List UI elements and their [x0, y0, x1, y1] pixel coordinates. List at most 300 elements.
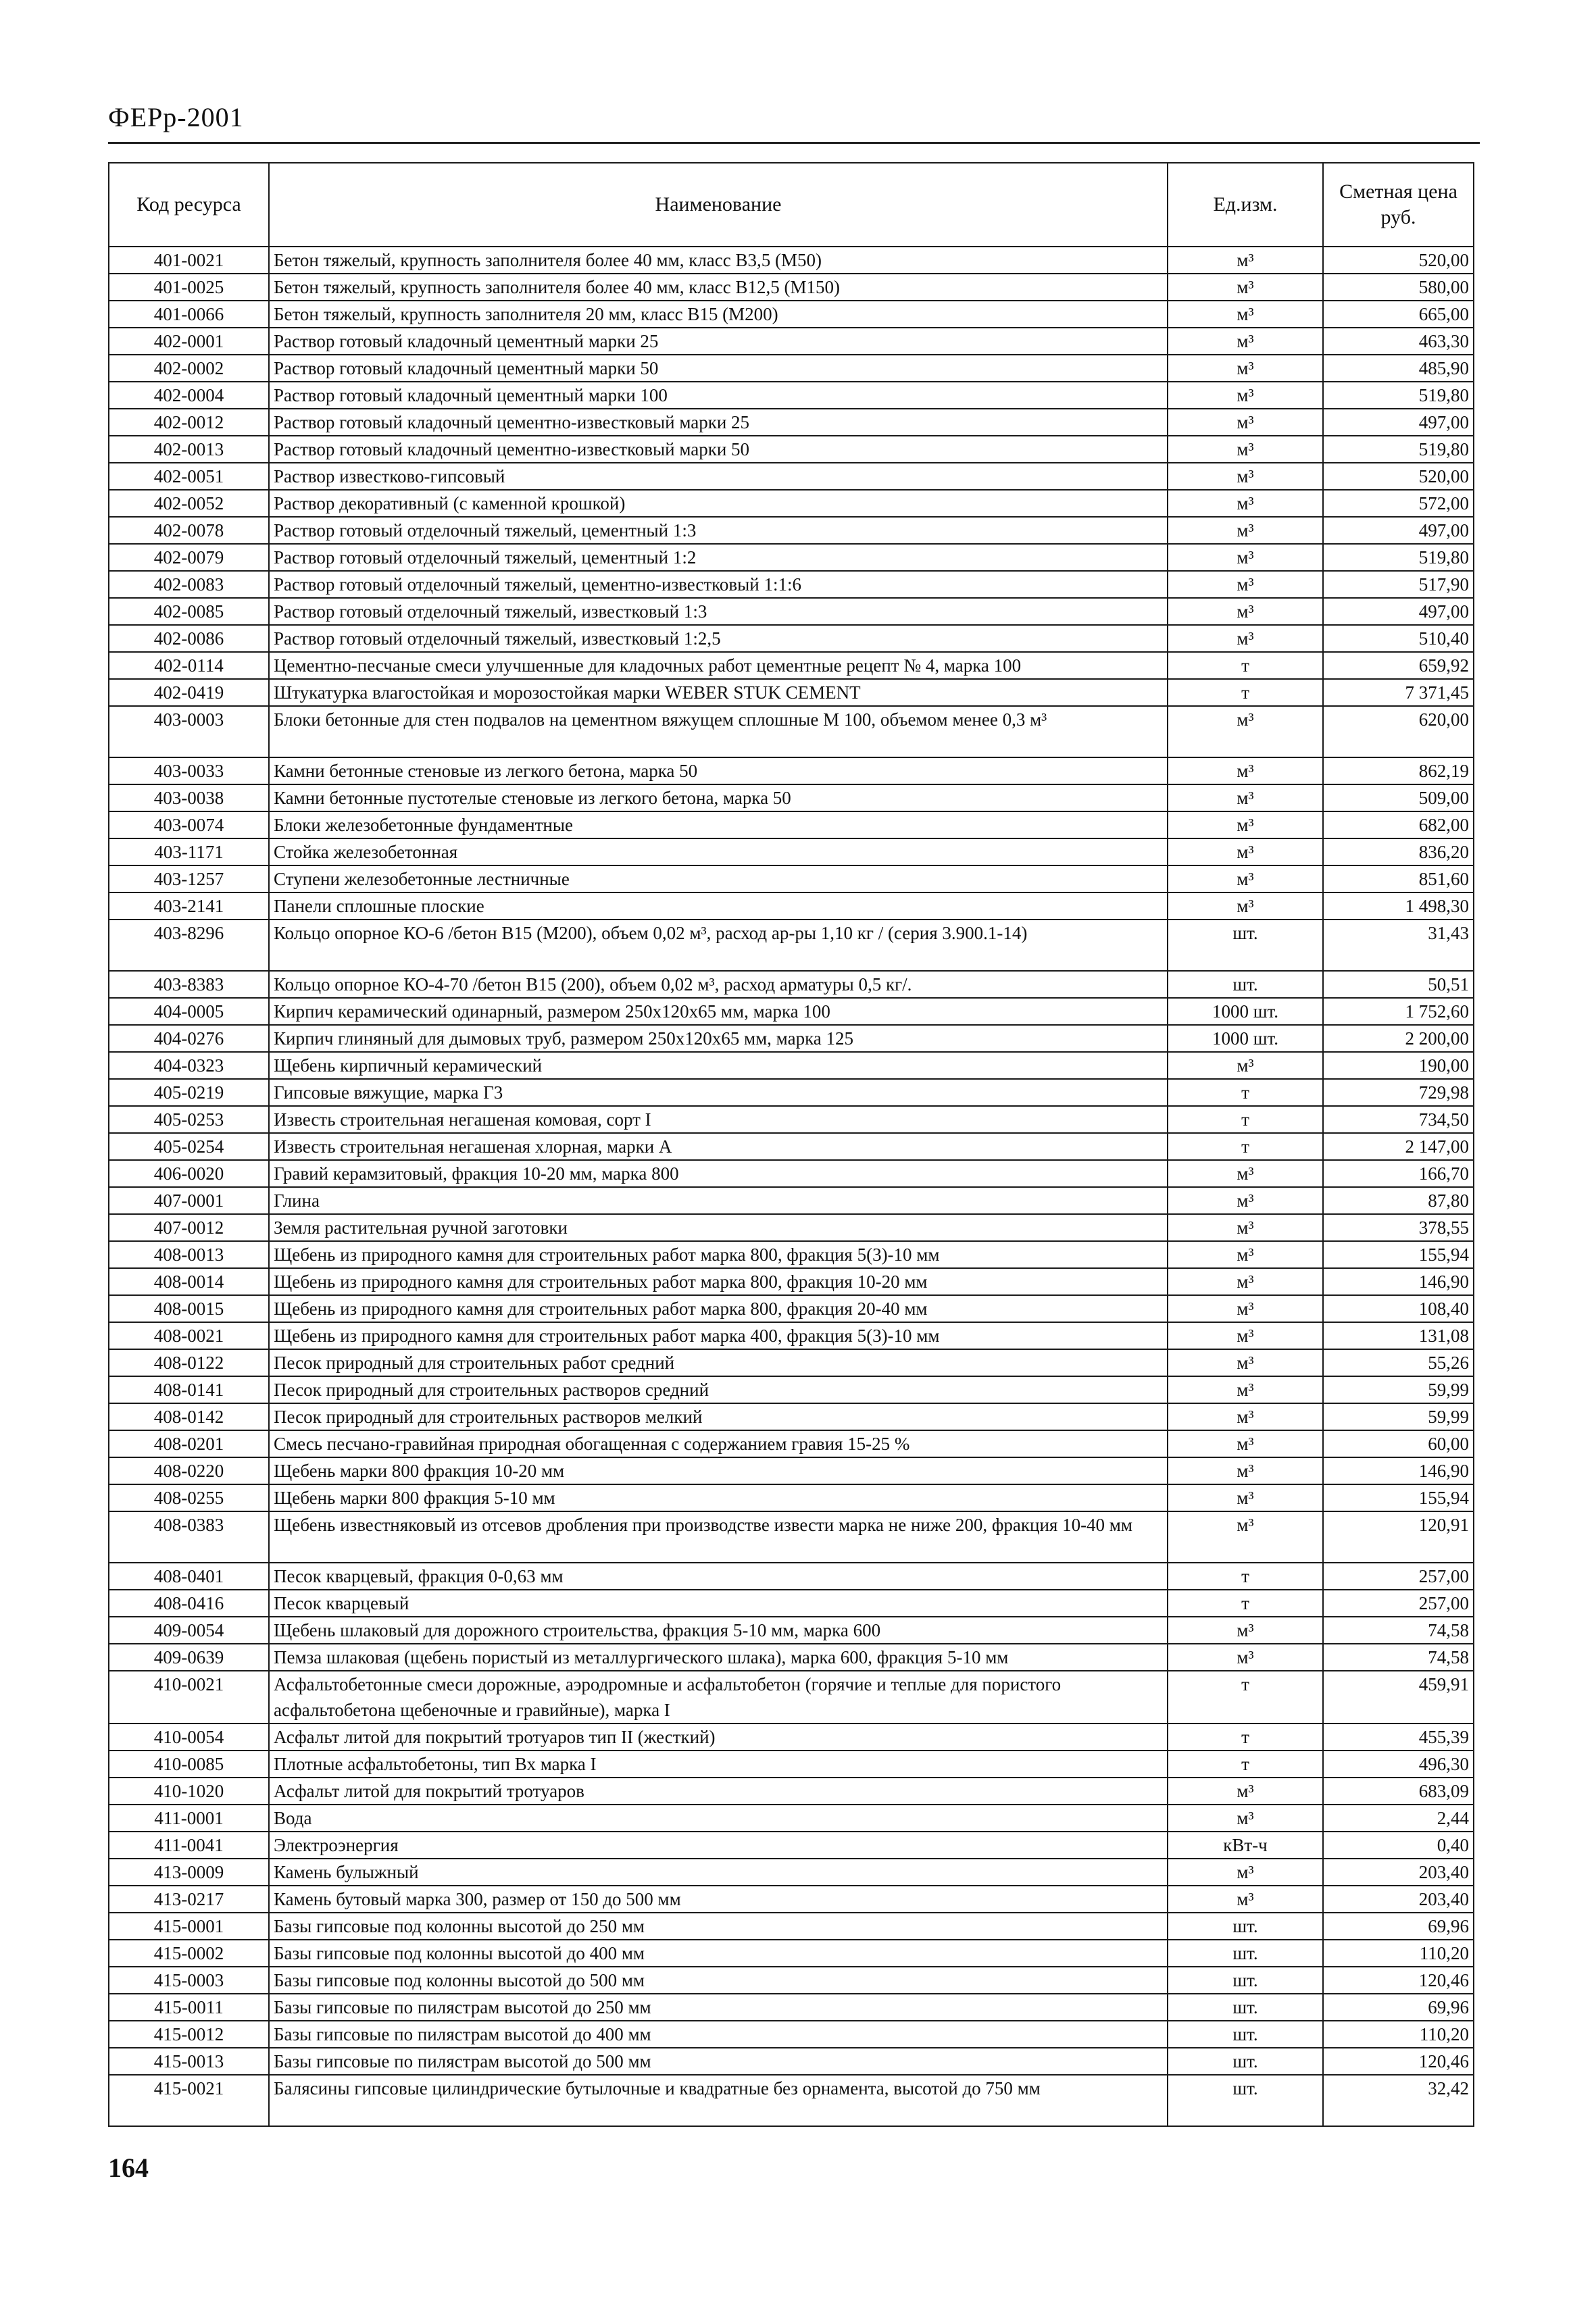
table-row — [109, 2021, 1474, 2048]
unit-cell: м³ — [1168, 1349, 1323, 1376]
resource-code-cell: 403-0033 — [109, 757, 269, 784]
table-row — [109, 1832, 1474, 1859]
column-header-unit: Ед.изм. — [1168, 163, 1323, 247]
unit-cell: м³ — [1168, 1295, 1323, 1322]
price-cell: 257,00 — [1323, 1590, 1474, 1617]
table-body — [109, 247, 1474, 2126]
resource-name-cell: Щебень из природного камня для строительных работ марка 800, фракция 5(3)-10 мм — [269, 1241, 1168, 1268]
table-row — [109, 1511, 1474, 1563]
unit-cell: т — [1168, 679, 1323, 706]
resource-code-cell: 402-0078 — [109, 517, 269, 544]
unit-cell: т — [1168, 1590, 1323, 1617]
unit-cell: м³ — [1168, 355, 1323, 382]
resource-code-cell: 409-0639 — [109, 1644, 269, 1671]
unit-cell: м³ — [1168, 811, 1323, 838]
resource-name-cell: Раствор готовый кладочный цементный марки 100 — [269, 382, 1168, 409]
price-cell: 862,19 — [1323, 757, 1474, 784]
unit-cell: м³ — [1168, 463, 1323, 490]
resource-name-cell: Щебень шлаковый для дорожного строительства, фракция 5-10 мм, марка 600 — [269, 1617, 1168, 1644]
resource-code-cell: 410-0054 — [109, 1724, 269, 1751]
resource-name-cell: Раствор готовый отделочный тяжелый, известковый 1:3 — [269, 598, 1168, 625]
resource-code-cell: 405-0219 — [109, 1079, 269, 1106]
resource-name-cell: Щебень известняковый из отсевов дробления при производстве извести марка не ниже 200, фракция 10-40 мм — [269, 1511, 1168, 1563]
resource-name-cell: Базы гипсовые под колонны высотой до 250 мм — [269, 1913, 1168, 1940]
price-cell: 50,51 — [1323, 971, 1474, 998]
resource-code-cell: 415-0001 — [109, 1913, 269, 1940]
unit-cell: м³ — [1168, 571, 1323, 598]
price-cell: 620,00 — [1323, 706, 1474, 757]
table-row — [109, 1778, 1474, 1805]
resource-name-cell: Раствор готовый отделочный тяжелый, цементный 1:2 — [269, 544, 1168, 571]
price-cell: 31,43 — [1323, 920, 1474, 971]
price-cell: 59,99 — [1323, 1376, 1474, 1403]
unit-cell: м³ — [1168, 1322, 1323, 1349]
price-cell: 683,09 — [1323, 1778, 1474, 1805]
resource-code-cell: 402-0079 — [109, 544, 269, 571]
resource-code-cell: 401-0021 — [109, 247, 269, 274]
resource-name-cell: Песок природный для строительных растворов мелкий — [269, 1403, 1168, 1430]
resource-name-cell: Ступени железобетонные лестничные — [269, 865, 1168, 892]
unit-cell: м³ — [1168, 1886, 1323, 1913]
unit-cell: шт. — [1168, 1967, 1323, 1994]
resource-code-cell: 403-1171 — [109, 838, 269, 865]
price-cell: 517,90 — [1323, 571, 1474, 598]
price-cell: 59,99 — [1323, 1403, 1474, 1430]
table-row — [109, 971, 1474, 998]
price-cell: 851,60 — [1323, 865, 1474, 892]
price-cell: 110,20 — [1323, 1940, 1474, 1967]
price-cell: 734,50 — [1323, 1106, 1474, 1133]
unit-cell: м³ — [1168, 328, 1323, 355]
page-header: ФЕРр-2001 — [108, 102, 244, 132]
unit-cell: м³ — [1168, 1187, 1323, 1214]
resource-code-cell: 408-0014 — [109, 1268, 269, 1295]
price-cell: 519,80 — [1323, 544, 1474, 571]
resource-name-cell: Раствор готовый кладочный цементно-известковый марки 50 — [269, 436, 1168, 463]
unit-cell: 1000 шт. — [1168, 1025, 1323, 1052]
price-cell: 190,00 — [1323, 1052, 1474, 1079]
resource-name-cell: Стойка железобетонная — [269, 838, 1168, 865]
resource-code-cell: 402-0012 — [109, 409, 269, 436]
resource-code-cell: 408-0220 — [109, 1457, 269, 1484]
resource-name-cell: Камни бетонные стеновые из легкого бетона, марка 50 — [269, 757, 1168, 784]
table-row — [109, 490, 1474, 517]
resource-code-cell: 408-0013 — [109, 1241, 269, 1268]
unit-cell: м³ — [1168, 247, 1323, 274]
price-cell: 120,46 — [1323, 1967, 1474, 1994]
unit-cell: м³ — [1168, 1241, 1323, 1268]
table-row — [109, 1376, 1474, 1403]
price-cell: 2,44 — [1323, 1805, 1474, 1832]
table-row — [109, 892, 1474, 920]
table-row — [109, 1349, 1474, 1376]
price-cell: 110,20 — [1323, 2021, 1474, 2048]
unit-cell: т — [1168, 1724, 1323, 1751]
unit-cell: т — [1168, 1079, 1323, 1106]
price-cell: 120,91 — [1323, 1511, 1474, 1563]
resource-code-cell: 408-0015 — [109, 1295, 269, 1322]
table-row — [109, 1859, 1474, 1886]
resource-name-cell: Гравий керамзитовый, фракция 10-20 мм, марка 800 — [269, 1160, 1168, 1187]
price-cell: 74,58 — [1323, 1644, 1474, 1671]
resource-price-table — [108, 162, 1474, 2127]
unit-cell: м³ — [1168, 784, 1323, 811]
table-row — [109, 1187, 1474, 1214]
table-row — [109, 544, 1474, 571]
price-cell: 146,90 — [1323, 1457, 1474, 1484]
unit-cell: т — [1168, 1671, 1323, 1724]
table-row — [109, 1160, 1474, 1187]
table-row — [109, 571, 1474, 598]
resource-code-cell: 402-0086 — [109, 625, 269, 652]
resource-name-cell: Камни бетонные пустотелые стеновые из легкого бетона, марка 50 — [269, 784, 1168, 811]
resource-name-cell: Щебень марки 800 фракция 5-10 мм — [269, 1484, 1168, 1511]
table-row — [109, 706, 1474, 757]
price-cell: 497,00 — [1323, 517, 1474, 544]
table-row — [109, 1751, 1474, 1778]
price-cell: 120,46 — [1323, 2048, 1474, 2075]
unit-cell: м³ — [1168, 1484, 1323, 1511]
resource-name-cell: Вода — [269, 1805, 1168, 1832]
price-cell: 520,00 — [1323, 247, 1474, 274]
table-row — [109, 1940, 1474, 1967]
resource-name-cell: Раствор декоративный (с каменной крошкой) — [269, 490, 1168, 517]
price-cell: 682,00 — [1323, 811, 1474, 838]
resource-code-cell: 403-0003 — [109, 706, 269, 757]
resource-code-cell: 404-0276 — [109, 1025, 269, 1052]
resource-name-cell: Раствор готовый отделочный тяжелый, цементный 1:3 — [269, 517, 1168, 544]
resource-code-cell: 407-0012 — [109, 1214, 269, 1241]
table-row — [109, 517, 1474, 544]
resource-code-cell: 408-0416 — [109, 1590, 269, 1617]
resource-code-cell: 402-0001 — [109, 328, 269, 355]
table-row — [109, 2048, 1474, 2075]
resource-name-cell: Кольцо опорное КО-4-70 /бетон В15 (200), объем 0,02 м³, расход арматуры 0,5 кг/. — [269, 971, 1168, 998]
table-row — [109, 382, 1474, 409]
resource-code-cell: 408-0021 — [109, 1322, 269, 1349]
resource-code-cell: 403-2141 — [109, 892, 269, 920]
unit-cell: шт. — [1168, 2075, 1323, 2126]
unit-cell: м³ — [1168, 1644, 1323, 1671]
unit-cell: т — [1168, 1751, 1323, 1778]
unit-cell: м³ — [1168, 1457, 1323, 1484]
price-cell: 203,40 — [1323, 1886, 1474, 1913]
unit-cell: м³ — [1168, 838, 1323, 865]
price-cell: 1 752,60 — [1323, 998, 1474, 1025]
table-row — [109, 436, 1474, 463]
resource-name-cell: Раствор готовый отделочный тяжелый, известковый 1:2,5 — [269, 625, 1168, 652]
resource-code-cell: 415-0021 — [109, 2075, 269, 2126]
table-header-row — [109, 163, 1474, 247]
resource-code-cell: 402-0083 — [109, 571, 269, 598]
table-row — [109, 1430, 1474, 1457]
price-cell: 69,96 — [1323, 1994, 1474, 2021]
unit-cell: м³ — [1168, 409, 1323, 436]
resource-name-cell: Раствор готовый кладочный цементно-известковый марки 25 — [269, 409, 1168, 436]
table-row — [109, 1025, 1474, 1052]
table-row — [109, 328, 1474, 355]
table-row — [109, 1052, 1474, 1079]
price-cell: 497,00 — [1323, 598, 1474, 625]
table-row — [109, 838, 1474, 865]
resource-name-cell: Песок кварцевый, фракция 0-0,63 мм — [269, 1563, 1168, 1590]
resource-name-cell: Балясины гипсовые цилиндрические бутылочные и квадратные без орнамента, высотой до 750 мм — [269, 2075, 1168, 2126]
table-row — [109, 679, 1474, 706]
resource-name-cell: Панели сплошные плоские — [269, 892, 1168, 920]
table-row — [109, 1079, 1474, 1106]
unit-cell: м³ — [1168, 1052, 1323, 1079]
resource-name-cell: Песок природный для строительных растворов средний — [269, 1376, 1168, 1403]
resource-code-cell: 408-0255 — [109, 1484, 269, 1511]
resource-code-cell: 415-0013 — [109, 2048, 269, 2075]
price-cell: 496,30 — [1323, 1751, 1474, 1778]
resource-code-cell: 402-0052 — [109, 490, 269, 517]
price-cell: 74,58 — [1323, 1617, 1474, 1644]
unit-cell: м³ — [1168, 1778, 1323, 1805]
price-cell: 2 200,00 — [1323, 1025, 1474, 1052]
resource-name-cell: Базы гипсовые по пилястрам высотой до 500 мм — [269, 2048, 1168, 2075]
table-row — [109, 1994, 1474, 2021]
resource-code-cell: 402-0419 — [109, 679, 269, 706]
resource-code-cell: 406-0020 — [109, 1160, 269, 1187]
unit-cell: шт. — [1168, 2048, 1323, 2075]
resource-name-cell: Базы гипсовые по пилястрам высотой до 400 мм — [269, 2021, 1168, 2048]
table-row — [109, 811, 1474, 838]
price-cell: 378,55 — [1323, 1214, 1474, 1241]
resource-code-cell: 405-0253 — [109, 1106, 269, 1133]
price-cell: 497,00 — [1323, 409, 1474, 436]
resource-name-cell: Смесь песчано-гравийная природная обогащенная с содержанием гравия 15-25 % — [269, 1430, 1168, 1457]
unit-cell: шт. — [1168, 920, 1323, 971]
unit-cell: м³ — [1168, 1859, 1323, 1886]
unit-cell: кВт-ч — [1168, 1832, 1323, 1859]
resource-name-cell: Раствор готовый отделочный тяжелый, цементно-известковый 1:1:6 — [269, 571, 1168, 598]
table-row — [109, 1563, 1474, 1590]
resource-name-cell: Пемза шлаковая (щебень пористый из металлургического шлака), марка 600, фракция 5-10 мм — [269, 1644, 1168, 1671]
resource-name-cell: Асфальтобетонные смеси дорожные, аэродромные и асфальтобетон (горячие и теплые для пористого асфальтобетона щебеночные и гравийные), марка I — [269, 1671, 1168, 1724]
resource-code-cell: 410-0085 — [109, 1751, 269, 1778]
price-cell: 729,98 — [1323, 1079, 1474, 1106]
resource-name-cell: Щебень из природного камня для строительных работ марка 800, фракция 10-20 мм — [269, 1268, 1168, 1295]
price-cell: 87,80 — [1323, 1187, 1474, 1214]
resource-name-cell: Базы гипсовые под колонны высотой до 500 мм — [269, 1967, 1168, 1994]
unit-cell: м³ — [1168, 706, 1323, 757]
unit-cell: м³ — [1168, 436, 1323, 463]
table-row — [109, 2075, 1474, 2126]
price-cell: 2 147,00 — [1323, 1133, 1474, 1160]
unit-cell: м³ — [1168, 274, 1323, 301]
table-row — [109, 784, 1474, 811]
resource-code-cell: 403-0074 — [109, 811, 269, 838]
resource-code-cell: 408-0401 — [109, 1563, 269, 1590]
price-cell: 463,30 — [1323, 328, 1474, 355]
price-cell: 55,26 — [1323, 1349, 1474, 1376]
table-row — [109, 1484, 1474, 1511]
resource-code-cell: 402-0002 — [109, 355, 269, 382]
unit-cell: шт. — [1168, 1994, 1323, 2021]
resource-name-cell: Цементно-песчаные смеси улучшенные для кладочных работ цементные рецепт № 4, марка 100 — [269, 652, 1168, 679]
table-row — [109, 355, 1474, 382]
resource-name-cell: Камень бутовый марка 300, размер от 150 до 500 мм — [269, 1886, 1168, 1913]
resource-code-cell: 403-8383 — [109, 971, 269, 998]
resource-code-cell: 408-0122 — [109, 1349, 269, 1376]
unit-cell: шт. — [1168, 1913, 1323, 1940]
resource-code-cell: 413-0217 — [109, 1886, 269, 1913]
resource-name-cell: Асфальт литой для покрытий тротуаров тип II (жесткий) — [269, 1724, 1168, 1751]
table-row — [109, 1724, 1474, 1751]
unit-cell: м³ — [1168, 301, 1323, 328]
unit-cell: м³ — [1168, 1511, 1323, 1563]
unit-cell: м³ — [1168, 544, 1323, 571]
price-cell: 60,00 — [1323, 1430, 1474, 1457]
table-row — [109, 1322, 1474, 1349]
unit-cell: м³ — [1168, 490, 1323, 517]
resource-code-cell: 411-0041 — [109, 1832, 269, 1859]
resource-name-cell: Камень булыжный — [269, 1859, 1168, 1886]
resource-code-cell: 415-0002 — [109, 1940, 269, 1967]
resource-name-cell: Базы гипсовые по пилястрам высотой до 250 мм — [269, 1994, 1168, 2021]
unit-cell: м³ — [1168, 1805, 1323, 1832]
unit-cell: м³ — [1168, 1160, 1323, 1187]
price-cell: 7 371,45 — [1323, 679, 1474, 706]
price-cell: 131,08 — [1323, 1322, 1474, 1349]
unit-cell: 1000 шт. — [1168, 998, 1323, 1025]
resource-name-cell: Известь строительная негашеная комовая, сорт I — [269, 1106, 1168, 1133]
resource-name-cell: Электроэнергия — [269, 1832, 1168, 1859]
resource-code-cell: 401-0025 — [109, 274, 269, 301]
price-cell: 166,70 — [1323, 1160, 1474, 1187]
resource-name-cell: Раствор готовый кладочный цементный марки 50 — [269, 355, 1168, 382]
table-row — [109, 920, 1474, 971]
table-row — [109, 625, 1474, 652]
resource-name-cell: Раствор готовый кладочный цементный марки 25 — [269, 328, 1168, 355]
resource-name-cell: Кольцо опорное КО-6 /бетон В15 (М200), объем 0,02 м³, расход ар-ры 1,10 кг / (серия 3.900.1-14) — [269, 920, 1168, 971]
price-cell: 836,20 — [1323, 838, 1474, 865]
resource-name-cell: Щебень из природного камня для строительных работ марка 800, фракция 20-40 мм — [269, 1295, 1168, 1322]
resource-code-cell: 415-0003 — [109, 1967, 269, 1994]
unit-cell: м³ — [1168, 1403, 1323, 1430]
resource-code-cell: 405-0254 — [109, 1133, 269, 1160]
price-cell: 203,40 — [1323, 1859, 1474, 1886]
resource-code-cell: 408-0383 — [109, 1511, 269, 1563]
resource-code-cell: 409-0054 — [109, 1617, 269, 1644]
unit-cell: т — [1168, 1563, 1323, 1590]
unit-cell: т — [1168, 1133, 1323, 1160]
price-cell: 519,80 — [1323, 436, 1474, 463]
price-cell: 1 498,30 — [1323, 892, 1474, 920]
resource-name-cell: Щебень из природного камня для строительных работ марка 400, фракция 5(3)-10 мм — [269, 1322, 1168, 1349]
table-row — [109, 409, 1474, 436]
resource-code-cell: 404-0323 — [109, 1052, 269, 1079]
unit-cell: м³ — [1168, 1430, 1323, 1457]
price-cell: 32,42 — [1323, 2075, 1474, 2126]
price-cell: 580,00 — [1323, 274, 1474, 301]
column-header-price: Сметная цена руб. — [1323, 163, 1474, 247]
resource-name-cell: Штукатурка влагостойкая и морозостойкая марки WEBER STUK CEMENT — [269, 679, 1168, 706]
price-cell: 69,96 — [1323, 1913, 1474, 1940]
resource-code-cell: 401-0066 — [109, 301, 269, 328]
resource-code-cell: 404-0005 — [109, 998, 269, 1025]
table-row — [109, 1805, 1474, 1832]
unit-cell: м³ — [1168, 625, 1323, 652]
unit-cell: м³ — [1168, 865, 1323, 892]
unit-cell: т — [1168, 1106, 1323, 1133]
header-divider — [108, 142, 1480, 144]
table-row — [109, 1214, 1474, 1241]
table-row — [109, 1133, 1474, 1160]
resource-code-cell: 407-0001 — [109, 1187, 269, 1214]
table-row — [109, 247, 1474, 274]
table-row — [109, 757, 1474, 784]
table-row — [109, 1268, 1474, 1295]
resource-code-cell: 415-0012 — [109, 2021, 269, 2048]
unit-cell: шт. — [1168, 2021, 1323, 2048]
price-cell: 519,80 — [1323, 382, 1474, 409]
resource-code-cell: 415-0011 — [109, 1994, 269, 2021]
resource-name-cell: Песок кварцевый — [269, 1590, 1168, 1617]
resource-name-cell: Бетон тяжелый, крупность заполнителя 20 мм, класс В15 (М200) — [269, 301, 1168, 328]
table-row — [109, 1295, 1474, 1322]
resource-name-cell: Глина — [269, 1187, 1168, 1214]
price-cell: 257,00 — [1323, 1563, 1474, 1590]
resource-code-cell: 411-0001 — [109, 1805, 269, 1832]
price-cell: 455,39 — [1323, 1724, 1474, 1751]
resource-code-cell: 403-1257 — [109, 865, 269, 892]
table-row — [109, 1671, 1474, 1724]
resource-name-cell: Базы гипсовые под колонны высотой до 400 мм — [269, 1940, 1168, 1967]
resource-code-cell: 402-0013 — [109, 436, 269, 463]
resource-code-cell: 402-0114 — [109, 652, 269, 679]
unit-cell: м³ — [1168, 1376, 1323, 1403]
resource-name-cell: Асфальт литой для покрытий тротуаров — [269, 1778, 1168, 1805]
table-row — [109, 463, 1474, 490]
table-row — [109, 652, 1474, 679]
resource-code-cell: 402-0051 — [109, 463, 269, 490]
price-cell: 459,91 — [1323, 1671, 1474, 1724]
resource-name-cell: Раствор известково-гипсовый — [269, 463, 1168, 490]
price-cell: 520,00 — [1323, 463, 1474, 490]
unit-cell: м³ — [1168, 598, 1323, 625]
unit-cell: м³ — [1168, 517, 1323, 544]
table-row — [109, 1644, 1474, 1671]
resource-name-cell: Песок природный для строительных работ средний — [269, 1349, 1168, 1376]
resource-name-cell: Блоки железобетонные фундаментные — [269, 811, 1168, 838]
page-number: 164 — [108, 2153, 149, 2183]
unit-cell: шт. — [1168, 1940, 1323, 1967]
resource-name-cell: Бетон тяжелый, крупность заполнителя более 40 мм, класс В12,5 (М150) — [269, 274, 1168, 301]
price-cell: 665,00 — [1323, 301, 1474, 328]
price-cell: 146,90 — [1323, 1268, 1474, 1295]
table-row — [109, 1967, 1474, 1994]
resource-name-cell: Гипсовые вяжущие, марка Г3 — [269, 1079, 1168, 1106]
price-cell: 485,90 — [1323, 355, 1474, 382]
resource-code-cell: 410-0021 — [109, 1671, 269, 1724]
price-cell: 108,40 — [1323, 1295, 1474, 1322]
table-row — [109, 1457, 1474, 1484]
price-cell: 510,40 — [1323, 625, 1474, 652]
resource-name-cell: Щебень марки 800 фракция 10-20 мм — [269, 1457, 1168, 1484]
unit-cell: м³ — [1168, 382, 1323, 409]
resource-name-cell: Блоки бетонные для стен подвалов на цементном вяжущем сплошные М 100, объемом менее 0,3 м³ — [269, 706, 1168, 757]
table-row — [109, 998, 1474, 1025]
resource-code-cell: 408-0141 — [109, 1376, 269, 1403]
table-row — [109, 1913, 1474, 1940]
price-cell: 572,00 — [1323, 490, 1474, 517]
resource-code-cell: 403-0038 — [109, 784, 269, 811]
resource-code-cell: 408-0142 — [109, 1403, 269, 1430]
unit-cell: м³ — [1168, 1214, 1323, 1241]
price-cell: 509,00 — [1323, 784, 1474, 811]
